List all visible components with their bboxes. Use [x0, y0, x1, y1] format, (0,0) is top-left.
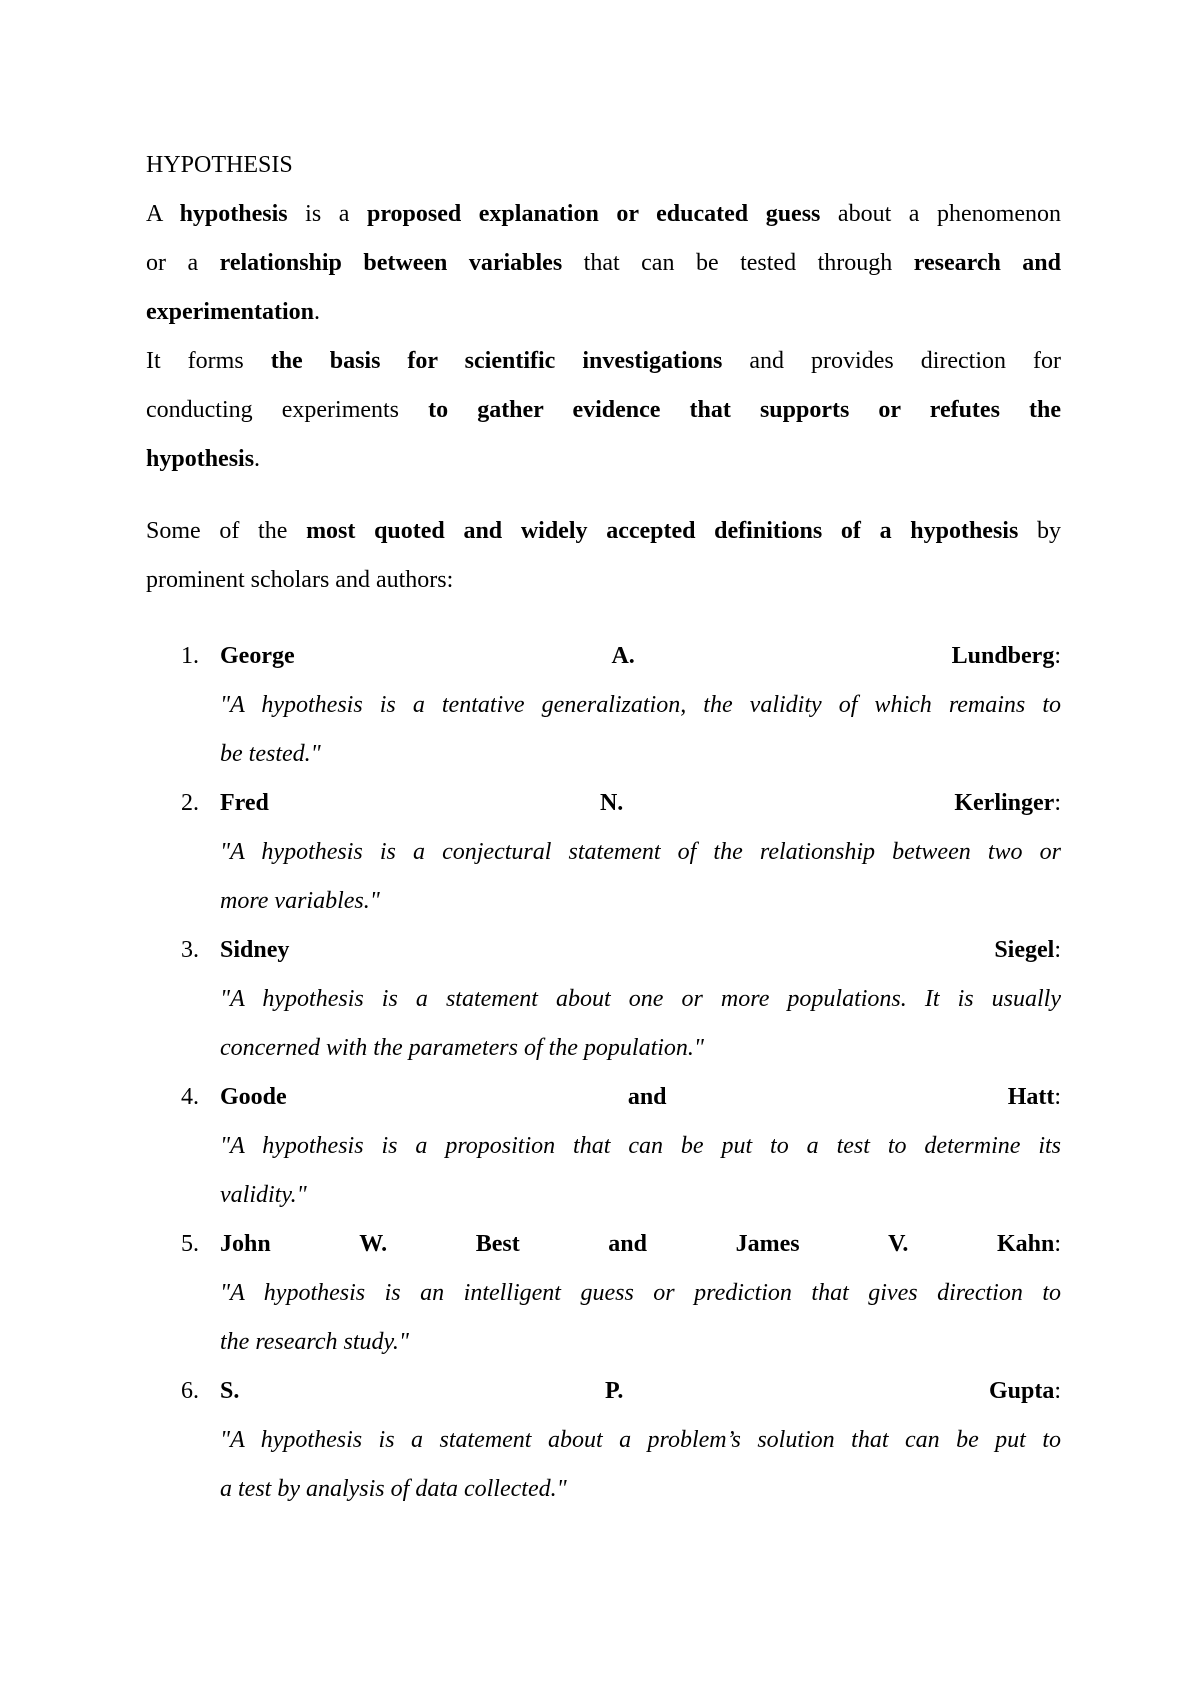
author-word: and: [608, 1231, 647, 1257]
text-run: It forms: [146, 348, 271, 374]
author-word: Kerlinger: [954, 790, 1055, 816]
author-word: Lundberg: [951, 643, 1055, 669]
text-run: and provides direction for: [722, 348, 1062, 374]
text-run: A: [146, 201, 180, 227]
list-number: 2.: [181, 790, 199, 816]
list-item: [146, 632, 1061, 779]
list-item: [146, 926, 1061, 1073]
author-line: [220, 779, 1061, 828]
quote-line: be tested.": [220, 741, 321, 767]
list-number: 4.: [181, 1084, 199, 1110]
colon: :: [1054, 1084, 1062, 1110]
intro-p3-line2: prominent scholars and authors:: [146, 567, 454, 593]
text-run: .: [254, 446, 261, 472]
quote-line: a test by analysis of data collected.": [220, 1476, 567, 1502]
text-run: Some of the: [146, 518, 307, 544]
author-word: Goode: [220, 1084, 287, 1110]
author-word: W.: [359, 1231, 388, 1257]
author-word: Hatt: [1007, 1084, 1055, 1110]
intro-p2-line1: [146, 337, 1061, 386]
intro-p1-line3: [146, 288, 1061, 337]
quote-line: "A hypothesis is a statement about one or more populations. It is usually: [220, 986, 1061, 1012]
colon: :: [1054, 1378, 1062, 1404]
text-run: is a: [287, 201, 367, 227]
bold-term: most quoted and widely accepted definitions of a hypothesis: [306, 518, 1019, 544]
text-run: by: [1018, 518, 1062, 544]
author-word: John: [220, 1231, 271, 1257]
author-word: George: [220, 643, 295, 669]
text-run: or a: [146, 250, 220, 276]
text-run: conducting experiments: [146, 397, 429, 423]
intro-p2-line2: [146, 386, 1061, 435]
author-line: [220, 1073, 1061, 1122]
quote-line: "A hypothesis is a tentative generalization, the validity of which remains to: [220, 692, 1061, 718]
document-page: [146, 141, 1061, 1514]
definitions-list: [146, 632, 1061, 1514]
quote-line: "A hypothesis is a conjectural statement of the relationship between two or: [220, 839, 1061, 865]
text-run: about a phenomenon: [820, 201, 1061, 227]
quote-line: more variables.": [220, 888, 380, 914]
paragraph-gap: [146, 484, 1061, 507]
page-title: HYPOTHESIS: [146, 152, 293, 178]
bold-term: to gather evidence that supports or refutes the: [428, 397, 1061, 423]
author-line: [220, 926, 1061, 975]
bold-term: proposed explanation or educated guess: [366, 201, 821, 227]
bold-term: hypothesis: [179, 201, 288, 227]
colon: :: [1054, 937, 1061, 963]
author-word: Kahn: [997, 1231, 1055, 1257]
list-item: [146, 1367, 1061, 1514]
bold-term: research and: [913, 250, 1062, 276]
text-run: that can be tested through: [562, 250, 914, 276]
list-item: [146, 1073, 1061, 1220]
colon: :: [1054, 1231, 1062, 1257]
quote-line: "A hypothesis is an intelligent guess or prediction that gives direction to: [220, 1280, 1061, 1306]
author-word: James: [735, 1231, 800, 1257]
author-word: Gupta: [988, 1378, 1055, 1404]
quote-line: validity.": [220, 1182, 307, 1208]
author-word: Best: [475, 1231, 520, 1257]
author-word: A.: [611, 643, 635, 669]
author-line: [220, 1367, 1061, 1416]
intro-p1-line1: [146, 190, 1061, 239]
paragraph-gap: [146, 605, 1061, 632]
list-number: 6.: [181, 1378, 199, 1404]
bold-term: experimentation: [146, 299, 314, 325]
bold-term: relationship between variables: [219, 250, 563, 276]
intro-p3-line1: [146, 507, 1061, 556]
author-word: S.: [220, 1378, 240, 1404]
bold-term: the basis for scientific investigations: [270, 348, 723, 374]
intro-p2-line3: [146, 435, 1061, 484]
quote-line: "A hypothesis is a proposition that can be put to a test to determine its: [220, 1133, 1061, 1159]
author-line: [220, 632, 1061, 681]
list-number: 3.: [181, 937, 199, 963]
text-run: .: [313, 299, 320, 325]
quote-line: "A hypothesis is a statement about a problem’s solution that can be put to: [220, 1427, 1061, 1453]
author-word: Fred: [220, 790, 269, 816]
colon: :: [1054, 790, 1061, 816]
list-number: 5.: [181, 1231, 199, 1257]
author-word: V.: [888, 1231, 909, 1257]
author-word: Sidney: [220, 937, 290, 963]
author-word: and: [627, 1084, 667, 1110]
author-word: P.: [604, 1378, 624, 1404]
author-word: N.: [599, 790, 624, 816]
author-word: Siegel: [994, 937, 1055, 963]
quote-line: the research study.": [220, 1329, 409, 1355]
colon: :: [1054, 643, 1061, 669]
list-item: [146, 1220, 1061, 1367]
list-number: 1.: [181, 643, 199, 669]
author-line: [220, 1220, 1061, 1269]
list-item: [146, 779, 1061, 926]
intro-p1-line2: [146, 239, 1061, 288]
bold-term: hypothesis: [146, 446, 255, 472]
quote-line: concerned with the parameters of the population.": [220, 1035, 705, 1061]
